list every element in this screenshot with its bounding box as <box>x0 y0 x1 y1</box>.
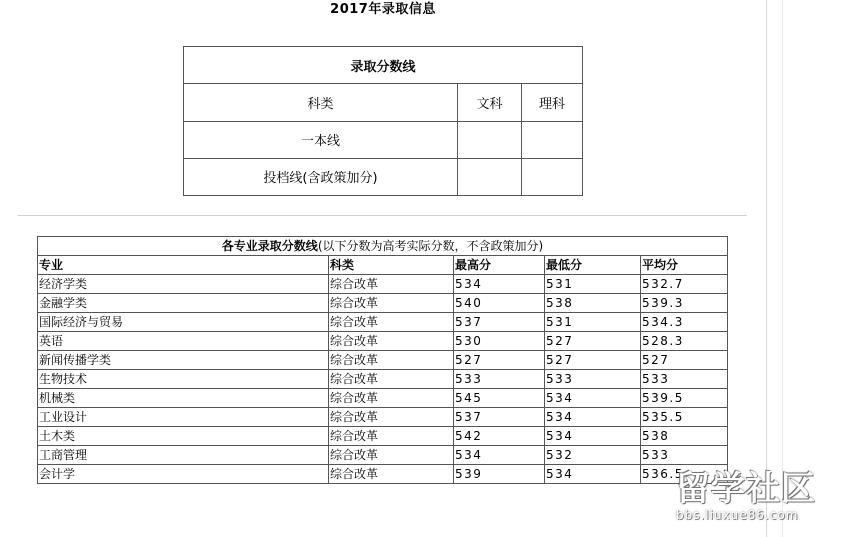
major-name-cell: 生物技术 <box>38 370 329 389</box>
watermark-logo <box>676 470 836 530</box>
highest-score-cell: 534 <box>454 446 545 465</box>
highest-score-cell: 539 <box>454 465 545 484</box>
category-cell: 综合改革 <box>329 275 454 294</box>
major-name-cell: 会计学 <box>38 465 329 484</box>
header-liberal-arts: 文科 <box>458 84 522 121</box>
average-score-cell: 533 <box>641 446 728 465</box>
category-cell: 综合改革 <box>329 465 454 484</box>
major-name-cell: 金融学类 <box>38 294 329 313</box>
major-name-cell: 国际经济与贸易 <box>38 313 329 332</box>
category-cell: 综合改革 <box>329 408 454 427</box>
lowest-score-cell: 531 <box>545 275 641 294</box>
highest-score-cell: 537 <box>454 313 545 332</box>
major-name-cell: 工业设计 <box>38 408 329 427</box>
lowest-score-cell: 532 <box>545 446 641 465</box>
major-table-title <box>38 237 728 256</box>
header-category: 科类 <box>184 84 458 121</box>
average-score-cell: 534.3 <box>641 313 728 332</box>
tier-one-liberal-arts-cell <box>458 121 522 158</box>
major-name-cell: 新闻传播学类 <box>38 351 329 370</box>
lowest-score-cell: 538 <box>545 294 641 313</box>
highest-score-cell: 527 <box>454 351 545 370</box>
header-category: 科类 <box>329 256 454 275</box>
watermark-url: bbs.liuxue86.com <box>676 508 799 522</box>
page-edge-line <box>766 0 767 537</box>
major-table-title-text: 各专业录取分数线 <box>221 238 318 253</box>
row-label-tier-one: 一本线 <box>184 121 458 158</box>
table-row <box>38 465 728 484</box>
page-edge-line-outer <box>782 0 783 537</box>
filing-line-liberal-arts-cell <box>458 158 522 195</box>
watermark-text: 留学社区 <box>676 469 816 509</box>
table-row <box>38 332 728 351</box>
major-name-cell: 工商管理 <box>38 446 329 465</box>
header-science: 理科 <box>522 84 583 121</box>
section-divider <box>18 215 747 216</box>
major-scores-table <box>37 236 728 484</box>
highest-score-cell: 545 <box>454 389 545 408</box>
average-score-cell: 527 <box>641 351 728 370</box>
major-table-header-row <box>38 256 728 275</box>
table-row <box>38 427 728 446</box>
filing-line-science-cell <box>522 158 583 195</box>
category-cell: 综合改革 <box>329 370 454 389</box>
average-score-cell: 536.5 <box>641 465 728 484</box>
header-average: 平均分 <box>641 256 728 275</box>
lowest-score-cell: 534 <box>545 465 641 484</box>
category-cell: 综合改革 <box>329 389 454 408</box>
average-score-cell: 539.5 <box>641 389 728 408</box>
average-score-cell: 533 <box>641 370 728 389</box>
lowest-score-cell: 533 <box>545 370 641 389</box>
category-cell: 综合改革 <box>329 313 454 332</box>
lowest-score-cell: 531 <box>545 313 641 332</box>
average-score-cell: 535.5 <box>641 408 728 427</box>
category-cell: 综合改革 <box>329 351 454 370</box>
lowest-score-cell: 534 <box>545 389 641 408</box>
table-row <box>38 351 728 370</box>
row-label-filing-line: 投档线(含政策加分) <box>184 158 458 195</box>
highest-score-cell: 537 <box>454 408 545 427</box>
lowest-score-cell: 534 <box>545 427 641 446</box>
highest-score-cell: 530 <box>454 332 545 351</box>
table-row <box>38 370 728 389</box>
major-name-cell: 土木类 <box>38 427 329 446</box>
highest-score-cell: 533 <box>454 370 545 389</box>
table-row <box>38 446 728 465</box>
table-row <box>38 389 728 408</box>
table-row <box>38 313 728 332</box>
major-table-note: (以下分数为高考实际分数，不含政策加分) <box>317 238 544 253</box>
category-cell: 综合改革 <box>329 332 454 351</box>
category-cell: 综合改革 <box>329 294 454 313</box>
average-score-cell: 528.3 <box>641 332 728 351</box>
cutoff-score-table <box>183 46 583 196</box>
header-lowest: 最低分 <box>545 256 641 275</box>
highest-score-cell: 542 <box>454 427 545 446</box>
lowest-score-cell: 527 <box>545 332 641 351</box>
average-score-cell: 539.3 <box>641 294 728 313</box>
highest-score-cell: 534 <box>454 275 545 294</box>
average-score-cell: 538 <box>641 427 728 446</box>
page-title: 2017年录取信息 <box>330 2 436 17</box>
category-cell: 综合改革 <box>329 446 454 465</box>
header-highest: 最高分 <box>454 256 545 275</box>
major-name-cell: 经济学类 <box>38 275 329 294</box>
highest-score-cell: 540 <box>454 294 545 313</box>
table-row <box>38 294 728 313</box>
cutoff-table-caption: 录取分数线 <box>184 47 583 84</box>
category-cell: 综合改革 <box>329 427 454 446</box>
major-name-cell: 英语 <box>38 332 329 351</box>
lowest-score-cell: 534 <box>545 408 641 427</box>
table-row <box>38 408 728 427</box>
major-name-cell: 机械类 <box>38 389 329 408</box>
lowest-score-cell: 527 <box>545 351 641 370</box>
average-score-cell: 532.7 <box>641 275 728 294</box>
header-major: 专业 <box>38 256 329 275</box>
table-row <box>38 275 728 294</box>
tier-one-science-cell <box>522 121 583 158</box>
